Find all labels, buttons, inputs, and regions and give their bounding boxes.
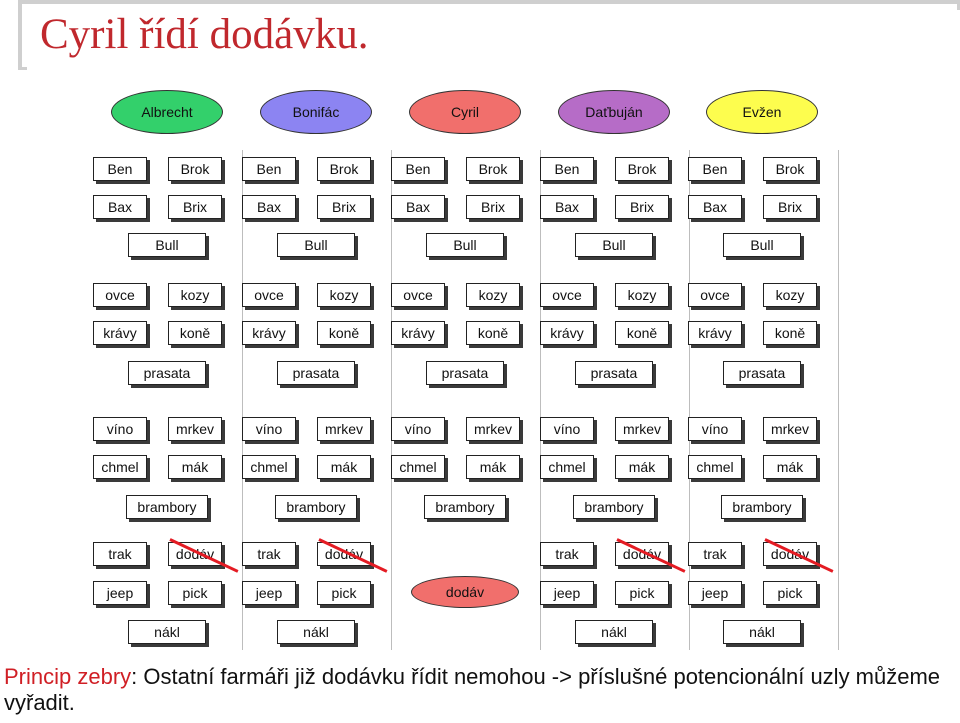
farmer-albrecht: Albrecht: [111, 90, 223, 134]
node-mák: mák: [466, 455, 520, 479]
node-mák: mák: [168, 455, 222, 479]
vehicle-nákl: nákl: [128, 620, 206, 644]
node-ovce: ovce: [391, 283, 445, 307]
slide-frame-corner: [22, 67, 27, 70]
node-koně: koně: [168, 321, 222, 345]
node-Bax: Bax: [93, 195, 147, 219]
node-chmel: chmel: [391, 455, 445, 479]
column-divider: [540, 150, 541, 650]
node-víno: víno: [391, 417, 445, 441]
node-brambory: brambory: [424, 495, 506, 519]
node-prasata: prasata: [426, 361, 504, 385]
vehicle-jeep: jeep: [93, 581, 147, 605]
node-mrkev: mrkev: [466, 417, 520, 441]
footer-highlight: Princip zebry: [4, 664, 132, 689]
node-brambory: brambory: [573, 495, 655, 519]
node-Bull: Bull: [426, 233, 504, 257]
node-chmel: chmel: [242, 455, 296, 479]
vehicle-dodáv: dodáv: [763, 542, 817, 566]
node-prasata: prasata: [723, 361, 801, 385]
node-prasata: prasata: [128, 361, 206, 385]
vehicle-pick: pick: [317, 581, 371, 605]
node-Ben: Ben: [242, 157, 296, 181]
node-Bax: Bax: [242, 195, 296, 219]
slide-frame-top: [18, 0, 960, 4]
node-kozy: kozy: [168, 283, 222, 307]
vehicle-nákl: nákl: [723, 620, 801, 644]
node-kozy: kozy: [763, 283, 817, 307]
vehicle-dodáv: dodáv: [615, 542, 669, 566]
slide-title: Cyril řídí dodávku.: [40, 11, 369, 58]
node-krávy: krávy: [688, 321, 742, 345]
node-mák: mák: [763, 455, 817, 479]
node-kozy: kozy: [615, 283, 669, 307]
node-brambory: brambory: [721, 495, 803, 519]
node-chmel: chmel: [93, 455, 147, 479]
node-ovce: ovce: [540, 283, 594, 307]
node-Brok: Brok: [615, 157, 669, 181]
node-víno: víno: [540, 417, 594, 441]
node-mrkev: mrkev: [168, 417, 222, 441]
column-divider: [242, 150, 243, 650]
vehicle-trak: trak: [242, 542, 296, 566]
vehicle-pick: pick: [763, 581, 817, 605]
node-Ben: Ben: [391, 157, 445, 181]
footer-text: [4, 664, 960, 716]
vehicle-jeep: jeep: [688, 581, 742, 605]
vehicle-dodáv: dodáv: [317, 542, 371, 566]
node-Bull: Bull: [723, 233, 801, 257]
vehicle-trak: trak: [93, 542, 147, 566]
node-mrkev: mrkev: [615, 417, 669, 441]
vehicle-jeep: jeep: [540, 581, 594, 605]
node-krávy: krávy: [242, 321, 296, 345]
footer-body: : Ostatní farmáři již dodávku řídit nemohou -> příslušné potencionální uzly můžeme vyřadit.: [4, 664, 941, 715]
vehicle-dodáv: dodáv: [168, 542, 222, 566]
node-víno: víno: [93, 417, 147, 441]
node-prasata: prasata: [575, 361, 653, 385]
node-Brix: Brix: [466, 195, 520, 219]
node-Bax: Bax: [688, 195, 742, 219]
node-mrkev: mrkev: [317, 417, 371, 441]
node-brambory: brambory: [275, 495, 357, 519]
column-divider: [838, 150, 839, 650]
vehicle-pick: pick: [615, 581, 669, 605]
node-brambory: brambory: [126, 495, 208, 519]
node-Bull: Bull: [128, 233, 206, 257]
chosen-vehicle: dodáv: [411, 576, 519, 608]
vehicle-nákl: nákl: [277, 620, 355, 644]
node-Brix: Brix: [168, 195, 222, 219]
farmer-cyril: Cyril: [409, 90, 521, 134]
farmer-bonifác: Bonifác: [260, 90, 372, 134]
farmer-daťbuján: Daťbuján: [558, 90, 670, 134]
node-ovce: ovce: [242, 283, 296, 307]
node-prasata: prasata: [277, 361, 355, 385]
node-Ben: Ben: [93, 157, 147, 181]
node-Bax: Bax: [391, 195, 445, 219]
node-Brok: Brok: [317, 157, 371, 181]
node-Brok: Brok: [763, 157, 817, 181]
node-krávy: krávy: [391, 321, 445, 345]
column-divider: [689, 150, 690, 650]
node-mák: mák: [615, 455, 669, 479]
column-divider: [391, 150, 392, 650]
vehicle-trak: trak: [540, 542, 594, 566]
vehicle-nákl: nákl: [575, 620, 653, 644]
node-víno: víno: [688, 417, 742, 441]
node-Bax: Bax: [540, 195, 594, 219]
node-chmel: chmel: [540, 455, 594, 479]
node-Bull: Bull: [277, 233, 355, 257]
node-Brix: Brix: [763, 195, 817, 219]
vehicle-pick: pick: [168, 581, 222, 605]
node-Bull: Bull: [575, 233, 653, 257]
slide-frame-left: [18, 0, 22, 70]
node-chmel: chmel: [688, 455, 742, 479]
vehicle-trak: trak: [688, 542, 742, 566]
node-mák: mák: [317, 455, 371, 479]
node-Brix: Brix: [615, 195, 669, 219]
node-koně: koně: [763, 321, 817, 345]
node-koně: koně: [317, 321, 371, 345]
node-ovce: ovce: [688, 283, 742, 307]
node-krávy: krávy: [540, 321, 594, 345]
node-mrkev: mrkev: [763, 417, 817, 441]
node-Ben: Ben: [540, 157, 594, 181]
node-víno: víno: [242, 417, 296, 441]
vehicle-jeep: jeep: [242, 581, 296, 605]
node-ovce: ovce: [93, 283, 147, 307]
node-koně: koně: [466, 321, 520, 345]
node-Ben: Ben: [688, 157, 742, 181]
node-Brix: Brix: [317, 195, 371, 219]
node-krávy: krávy: [93, 321, 147, 345]
node-Brok: Brok: [466, 157, 520, 181]
node-kozy: kozy: [466, 283, 520, 307]
farmer-evžen: Evžen: [706, 90, 818, 134]
node-koně: koně: [615, 321, 669, 345]
node-Brok: Brok: [168, 157, 222, 181]
node-kozy: kozy: [317, 283, 371, 307]
